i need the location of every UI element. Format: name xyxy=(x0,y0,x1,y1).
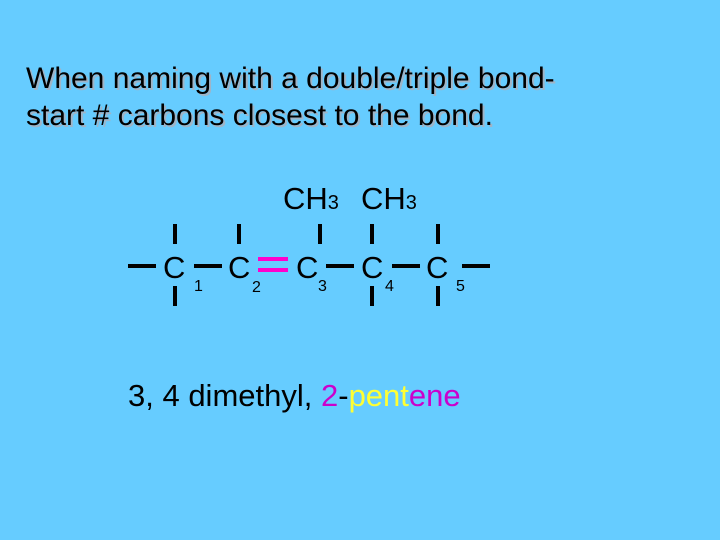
slide-title xyxy=(26,60,706,134)
carbon-number-5: 5 xyxy=(456,278,465,295)
bond-c5-right xyxy=(462,264,490,268)
compound-name-suffix: ene xyxy=(408,378,461,413)
bond-c1-left xyxy=(128,264,156,268)
title-line-2: start # carbons closest to the bond. xyxy=(26,99,493,132)
bond-c4-bottom xyxy=(370,286,374,306)
bond-c5-top xyxy=(436,224,440,244)
methyl-group-c4: CH3 xyxy=(361,181,417,216)
carbon-2: C xyxy=(228,250,251,285)
carbon-number-4: 4 xyxy=(385,278,394,295)
bond-c5-bottom xyxy=(436,286,440,306)
methyl-group-c3: CH3 xyxy=(283,181,339,216)
bond-c3-methyl xyxy=(318,224,322,244)
compound-name-bond-position: 2 xyxy=(320,378,339,413)
double-bond-upper xyxy=(258,257,288,261)
carbon-3: C xyxy=(296,250,319,285)
carbon-1: C xyxy=(163,250,186,285)
bond-c4-c5 xyxy=(392,264,420,268)
bond-c3-c4 xyxy=(326,264,354,268)
carbon-4: C xyxy=(361,250,384,285)
carbon-number-2: 2 xyxy=(252,279,261,296)
title-line-1: When naming with a double/triple bond- xyxy=(26,62,555,95)
compound-name-root: pent xyxy=(348,378,409,413)
double-bond-lower xyxy=(258,268,288,272)
carbon-number-1: 1 xyxy=(194,278,203,295)
bond-c4-methyl xyxy=(370,224,374,244)
carbon-number-3: 3 xyxy=(318,278,327,295)
carbon-5: C xyxy=(426,250,449,285)
bond-c1-c2 xyxy=(194,264,222,268)
compound-name-locants: 3, 4 dimethyl, xyxy=(128,378,321,413)
bond-c1-top xyxy=(173,224,177,244)
bond-c1-bottom xyxy=(173,286,177,306)
compound-name xyxy=(128,380,461,411)
bond-c2-top xyxy=(237,224,241,244)
compound-name-hyphen: - xyxy=(338,378,349,413)
